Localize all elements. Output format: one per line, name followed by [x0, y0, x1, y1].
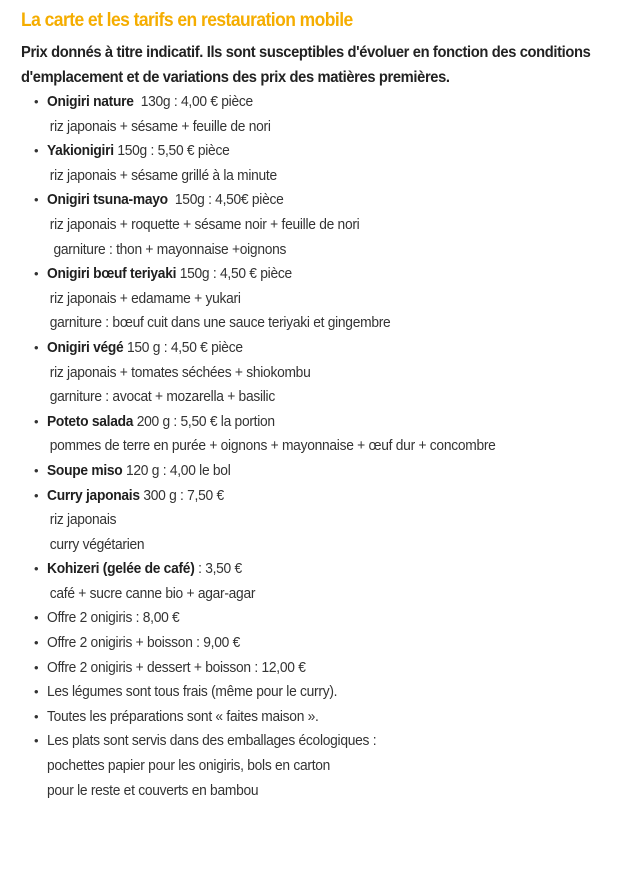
menu-item-name: Soupe miso: [47, 461, 123, 479]
bullet-icon: •: [34, 462, 39, 478]
menu-item: [21, 410, 622, 459]
menu-item: [21, 557, 622, 606]
menu-item: [21, 262, 622, 336]
bullet-icon: •: [34, 733, 39, 749]
bullet-icon: •: [34, 94, 39, 109]
menu-item: [21, 484, 622, 558]
menu-item-price: 130g : 4,00 € pièce: [133, 93, 253, 110]
note-text: Les légumes sont tous frais (même pour le curry).: [47, 683, 338, 701]
bullet-icon: •: [34, 143, 39, 159]
bullet-icon: •: [34, 266, 39, 282]
note-item: [21, 729, 622, 803]
menu-item: [21, 459, 622, 484]
menu-item-header: [47, 336, 243, 361]
menu-item-name: Onigiri végé: [47, 338, 124, 356]
offer-text: Offre 2 onigiris + dessert + boisson : 12,00 €: [47, 658, 306, 676]
menu-item-description: pommes de terre en purée + oignons + mayonnaise + œuf dur + concombre: [49, 437, 496, 455]
bullet-icon: •: [34, 413, 39, 429]
menu-item-description: café + sucre canne bio + agar-agar: [49, 584, 256, 602]
note-item: [21, 705, 622, 730]
menu-item-description: riz japonais + tomates séchées + shiokombu: [49, 363, 311, 381]
menu-item: [21, 90, 622, 139]
menu-item-price: 200 g : 5,50 € la portion: [133, 412, 275, 430]
menu-item-name: Yakionigiri: [47, 142, 114, 160]
intro-text: Prix donnés à titre indicatif. Ils sont susceptibles d'évoluer en fonction des conditions d'emplacement et de variations des prix des matières premières.: [21, 44, 591, 86]
menu-item-header: [47, 410, 275, 435]
menu-item-description: riz japonais: [49, 511, 117, 529]
menu-item-price: : 3,50 €: [194, 560, 242, 578]
menu-item-name: Onigiri nature: [47, 93, 134, 110]
menu-item-description: garniture : avocat + mozarella + basilic: [49, 388, 275, 406]
bullet-icon: •: [34, 708, 39, 724]
menu-item-price: 150g : 5,50 € pièce: [113, 142, 230, 160]
offer-item: [21, 606, 622, 631]
menu-item: [21, 188, 622, 262]
menu-item-description: garniture : thon + mayonnaise +oignons: [53, 240, 287, 258]
note-continuation: pour le reste et couverts en bambou: [47, 781, 259, 799]
bullet-icon: •: [34, 561, 39, 577]
menu-item-price: 300 g : 7,50 €: [139, 486, 224, 504]
menu-item-header: [47, 188, 284, 213]
menu-item-price: 150g : 4,50€ pièce: [167, 191, 284, 209]
bullet-icon: •: [34, 659, 39, 675]
menu-item-name: Onigiri bœuf teriyaki: [47, 265, 177, 283]
bullet-icon: •: [34, 635, 39, 651]
offer-item: [21, 631, 622, 656]
bullet-icon: •: [34, 684, 39, 700]
offer-text: Offre 2 onigiris + boisson : 9,00 €: [47, 634, 240, 652]
menu-list: [21, 90, 622, 606]
menu-item-name: Kohizeri (gelée de café): [47, 560, 195, 578]
menu-item-header: [47, 484, 224, 509]
bullet-icon: •: [34, 339, 39, 355]
notes-list: [21, 680, 622, 803]
offers-list: [21, 606, 622, 680]
bullet-icon: •: [34, 610, 39, 626]
menu-item: [21, 139, 622, 188]
menu-item-description: riz japonais + edamame + yukari: [49, 289, 241, 307]
menu-item-header: [47, 262, 292, 287]
menu-item-header: [47, 90, 253, 115]
menu-item-header: [47, 557, 242, 582]
note-item: [21, 680, 622, 705]
note-text: Toutes les préparations sont « faites maison ».: [47, 707, 319, 725]
menu-item-header: [47, 459, 230, 484]
note-continuation: pochettes papier pour les onigiris, bols en carton: [47, 757, 331, 775]
bullet-icon: •: [34, 487, 39, 503]
bullet-icon: •: [34, 192, 39, 208]
offer-item: [21, 656, 622, 681]
offer-text: Offre 2 onigiris : 8,00 €: [47, 609, 180, 627]
note-text: Les plats sont servis dans des emballages écologiques :: [47, 732, 377, 750]
menu-item-description: riz japonais + roquette + sésame noir + feuille de nori: [49, 215, 360, 233]
menu-item-price: 150 g : 4,50 € pièce: [123, 338, 243, 356]
menu-item-description: riz japonais + sésame + feuille de nori: [49, 117, 271, 135]
menu-item-description: curry végétarien: [49, 535, 145, 553]
page-title: La carte et les tarifs en restauration mobile: [21, 10, 353, 31]
menu-item-description: riz japonais + sésame grillé à la minute: [49, 166, 277, 184]
menu-item-name: Curry japonais: [47, 486, 140, 504]
menu-item-description: garniture : bœuf cuit dans une sauce teriyaki et gingembre: [49, 314, 391, 332]
menu-item-header: [47, 139, 229, 164]
menu-item: [21, 336, 622, 410]
menu-item-price: 120 g : 4,00 le bol: [122, 461, 231, 479]
menu-item-name: Onigiri tsuna-mayo: [47, 191, 168, 209]
menu-item-name: Poteto salada: [47, 412, 134, 430]
menu-item-price: 150g : 4,50 € pièce: [176, 265, 292, 283]
